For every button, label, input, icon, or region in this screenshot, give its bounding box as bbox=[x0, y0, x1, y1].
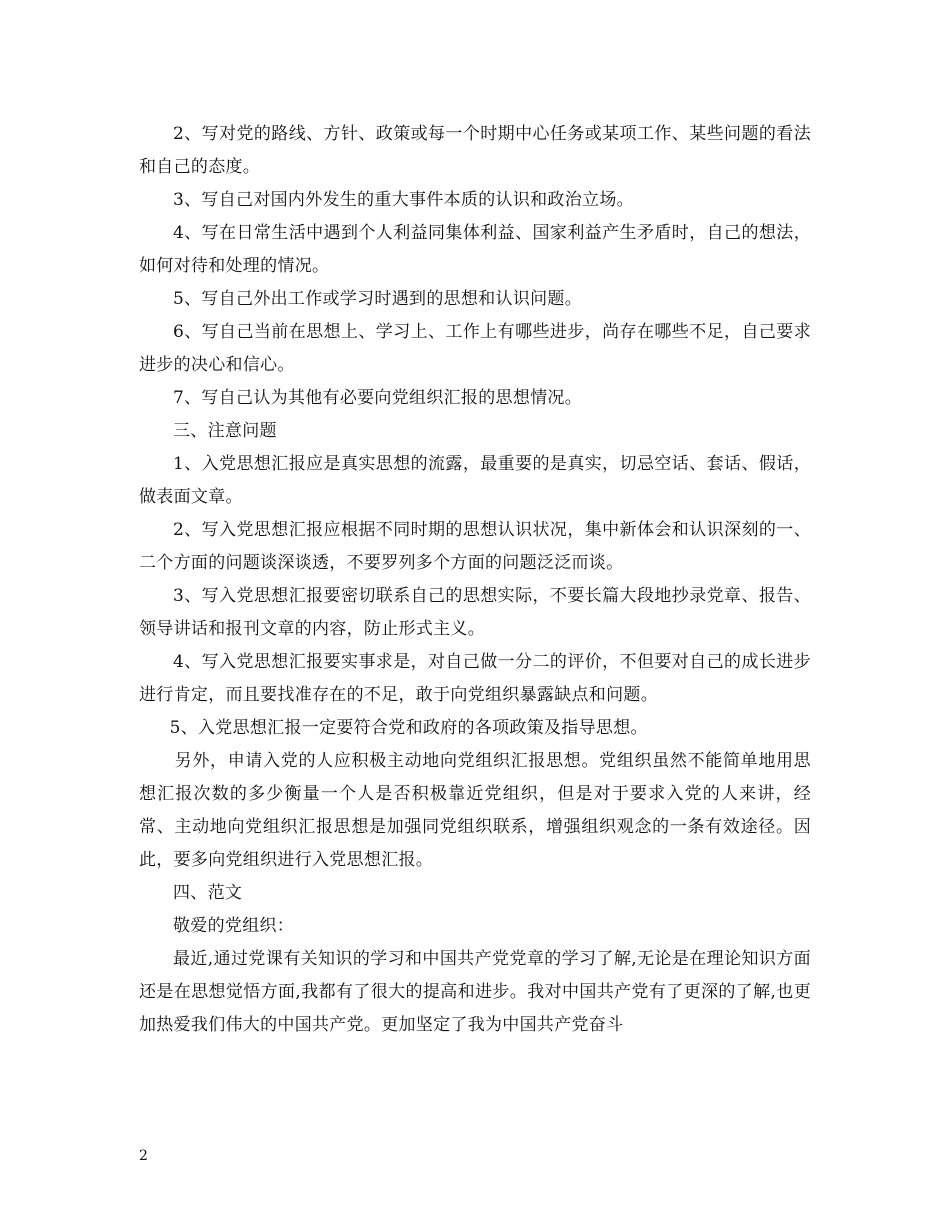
section-heading-sample: 四、范文 bbox=[173, 883, 243, 903]
additional-advice-paragraph: 另外，申请入党的人应积极主动地向党组织汇报思想。党组织虽然不能简单地用思想汇报次数的多少衡量一个人是否积极靠近党组织，但是对于要求入党的人来讲，经常、主动地向党组织汇报思想是加强同党组织联系，增强组织观念的一条有效途径。因此，要多向党组织进行入党思想汇报。 bbox=[139, 751, 811, 870]
paragraph-item-5: 5、写自己外出工作或学习时遇到的思想和认识问题。 bbox=[173, 289, 583, 309]
page-number: 2 bbox=[139, 1148, 148, 1164]
notes-item-1: 1、入党思想汇报应是真实思想的流露，最重要的是真实，切忌空话、套话、假话，做表面文章。 bbox=[139, 454, 811, 507]
notes-item-5: 5、入党思想汇报一定要符合党和政府的各项政策及指导思想。 bbox=[169, 718, 648, 738]
notes-item-4: 4、写入党思想汇报要实事求是，对自己做一分二的评价，不但要对自己的成长进步进行肯定，而且要找准存在的不足，敢于向党组织暴露缺点和问题。 bbox=[139, 652, 811, 705]
paragraph-item-3: 3、写自己对国内外发生的重大事件本质的认识和政治立场。 bbox=[173, 190, 634, 210]
salutation: 敬爱的党组织： bbox=[173, 916, 295, 936]
notes-item-3: 3、写入党思想汇报要密切联系自己的思想实际，不要长篇大段地抄录党章、报告、领导讲话和报刊文章的内容，防止形式主义。 bbox=[139, 586, 811, 639]
section-heading-notes: 三、注意问题 bbox=[173, 421, 277, 441]
paragraph-item-7: 7、写自己认为其他有必要向党组织汇报的思想情况。 bbox=[173, 388, 583, 408]
notes-item-2: 2、写入党思想汇报应根据不同时期的思想认识状况，集中新体会和认识深刻的一、二个方面的问题谈深谈透，不要罗列多个方面的问题泛泛而谈。 bbox=[139, 520, 811, 573]
document-body bbox=[139, 118, 811, 1042]
paragraph-item-4: 4、写在日常生活中遇到个人利益同集体利益、国家利益产生矛盾时，自己的想法，如何对待和处理的情况。 bbox=[139, 223, 811, 276]
sample-letter-paragraph: 最近,通过党课有关知识的学习和中国共产党党章的学习了解,无论是在理论知识方面还是在思想觉悟方面,我都有了很大的提高和进步。我对中国共产党有了更深的了解,也更加热爱我们伟大的中国共产党。更加坚定了我为中国共产党奋斗 bbox=[139, 949, 811, 1035]
paragraph-item-6: 6、写自己当前在思想上、学习上、工作上有哪些进步，尚存在哪些不足，自己要求进步的决心和信心。 bbox=[139, 322, 811, 375]
paragraph-item-2: 2、写对党的路线、方针、政策或每一个时期中心任务或某项工作、某些问题的看法和自己的态度。 bbox=[139, 124, 811, 177]
